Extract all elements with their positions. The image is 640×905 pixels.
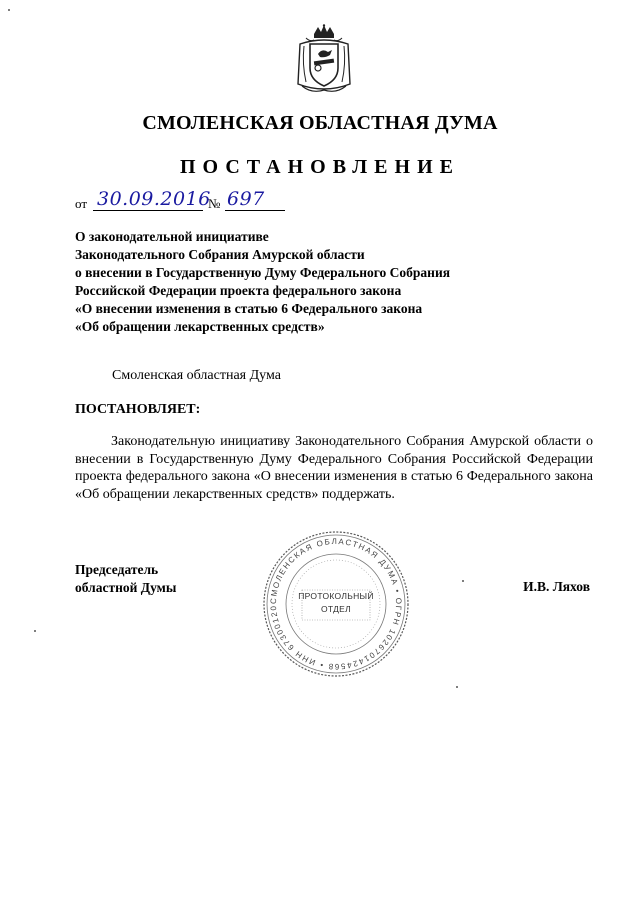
official-seal bbox=[262, 530, 410, 678]
seal-ring-text: СМОЛЕНСКАЯ ОБЛАСТНАЯ ДУМА • ОГРН 1026701424568 • ИНН 67300120 bbox=[268, 536, 404, 672]
registration-line bbox=[75, 188, 335, 212]
scan-speck bbox=[456, 686, 458, 688]
scan-speck bbox=[34, 630, 36, 632]
scan-speck bbox=[8, 9, 10, 11]
signer-name: И.В. Ляхов bbox=[523, 579, 590, 594]
subject-line: Смоленская областная Дума bbox=[112, 368, 281, 383]
date-label: от bbox=[75, 196, 88, 211]
body-paragraph: Законодательную инициативу Законодательного Собрания Амурской области о внесении в Государственную Думу Федерального Собрания Российской Федерации проекта федерального закона «О внесении изменения в статью 6 Федерального закона «Об обращении лекарственных средств» поддержать. bbox=[75, 434, 593, 502]
title-line: Законодательного Собрания Амурской области bbox=[75, 247, 365, 262]
smolensk-coat-of-arms-icon bbox=[292, 24, 356, 96]
title-line: Российской Федерации проекта федерального закона bbox=[75, 283, 402, 298]
organization-name: СМОЛЕНСКАЯ ОБЛАСТНАЯ ДУМА bbox=[142, 112, 498, 134]
handwritten-number: 697 bbox=[227, 188, 265, 210]
signer-position-line: областной Думы bbox=[75, 580, 177, 595]
number-underline bbox=[225, 210, 285, 211]
document-title bbox=[75, 228, 555, 336]
title-line: «Об обращении лекарственных средств» bbox=[75, 319, 325, 334]
title-line: «О внесении изменения в статью 6 Федерального закона bbox=[75, 301, 423, 316]
title-line: О законодательной инициативе bbox=[75, 229, 269, 244]
seal-center-line: ОТДЕЛ bbox=[320, 604, 352, 614]
number-label: № bbox=[208, 196, 221, 211]
signer-position bbox=[75, 561, 176, 597]
title-line: о внесении в Государственную Думу Федерального Собрания bbox=[75, 265, 451, 280]
date-underline bbox=[93, 210, 203, 211]
signer-position-line: Председатель bbox=[75, 562, 159, 577]
handwritten-date: 30.09.2016 bbox=[97, 188, 211, 210]
document-type-heading: ПОСТАНОВЛЕНИЕ bbox=[180, 156, 460, 178]
scan-speck bbox=[462, 580, 464, 582]
seal-center-line: ПРОТОКОЛЬНЫЙ bbox=[298, 591, 374, 601]
decides-heading: ПОСТАНОВЛЯЕТ: bbox=[75, 402, 201, 417]
seal-center-text bbox=[296, 590, 376, 616]
